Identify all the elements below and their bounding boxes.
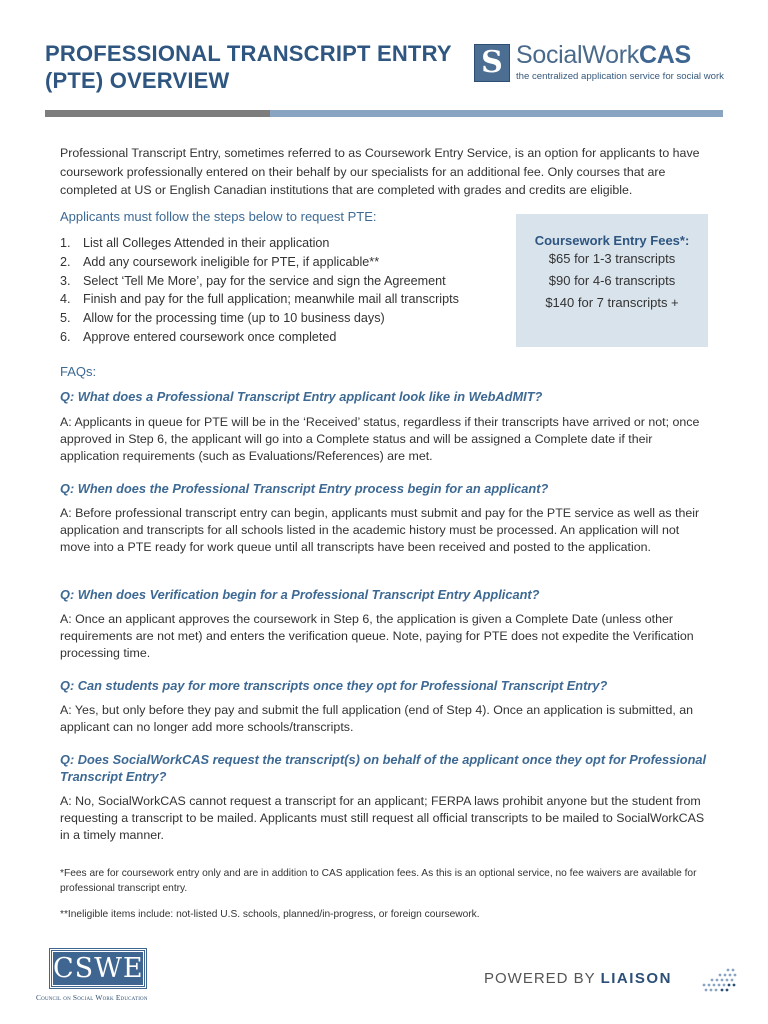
socialworkcas-logo-icon: S [474,44,510,82]
liaison-dots-icon [698,966,738,994]
step-item: 6. Approve entered coursework once completed [60,329,337,344]
logo-tagline: the centralized application service for social work [516,71,724,82]
fee-box [516,214,708,347]
faq-question: Q: Can students pay for more transcripts once they opt for Professional Transcript Entry? [60,678,608,693]
faq-answer: A: Once an applicant approves the coursework in Step 6, the application is given a Complete Date (unless other requirements are not met) and enters the verification queue. Note, paying for PTE does not expedite the Verification processing time. [60,612,694,660]
faq-answer: A: Applicants in queue for PTE will be in the ‘Received’ status, regardless if their transcripts have arrived or not; once approved in Step 6, the applicant will go into a Complete status and will be assigned a Complete date if their application requirements (such as Evaluations/References) are met. [60,415,700,463]
faq-question: Q: When does Verification begin for a Professional Transcript Entry Applicant? [60,587,540,602]
faq-answer: A: Before professional transcript entry can begin, applicants must submit and pay for the PTE service as well as their application and transcripts for all schools listed in the academic history must be processed. An application will not move into a PTE ready for work queue until all transcripts have been received and posted to the application. [60,506,700,554]
cswe-logo-text: Council on Social Work Education [36,993,148,1002]
step-item: 1. List all Colleges Attended in their application [60,236,330,250]
liaison-wordmark: LIAISON [600,970,672,987]
logo-wordmark: SocialWorkCAS [516,41,691,69]
intro-paragraph: Professional Transcript Entry, sometimes referred to as Coursework Entry Service, is an option for applicants to have coursework professionally entered on their behalf by our specialists for an additional fee. Only courses that are completed at US or English Canadian institutions that are completed with grades and credits are eligible. [60,146,700,197]
fee-box-title: Coursework Entry Fees*: [534,233,690,248]
ineligible-footnote: **Ineligible items include: not-listed U.S. schools, planned/in-progress, or foreign coursework. [60,909,480,920]
fee-line: $90 for 4-6 transcripts [548,273,676,288]
faqs-label: FAQs: [60,364,97,379]
header-rule-gray [45,110,270,117]
header-rule-blue [270,110,723,117]
step-item: 5. Allow for the processing time (up to 10 business days) [60,311,385,326]
page-title-line-1: PROFESSIONAL TRANSCRIPT ENTRY [45,41,452,66]
page-title-line-2: (PTE) OVERVIEW [45,68,230,93]
steps-list [60,234,459,347]
faq-answer: A: No, SocialWorkCAS cannot request a transcript for an applicant; FERPA laws prohibit anyone but the student from requesting a transcript to be mailed. Applicants must still request all official transcripts to be mailed to SocialWorkCAS in a timely manner. [60,794,705,842]
steps-heading: Applicants must follow the steps below to request PTE: [60,209,377,224]
faq-question: Q: What does a Professional Transcript Entry applicant look like in WebAdMIT? [60,389,543,404]
cswe-logo-mark: CSWE [50,949,146,988]
fee-line: $140 for 7 transcripts + [545,295,679,310]
step-item: 2. Add any coursework ineligible for PTE, if applicable** [60,254,380,269]
faq-question: Q: When does the Professional Transcript Entry process begin for an applicant? [60,481,549,496]
cswe-logo [36,946,164,1006]
fee-line: $65 for 1-3 transcripts [548,251,676,266]
fees-footnote: *Fees are for coursework entry only and are in addition to CAS application fees. As this is an optional service, no fee waivers are available for professional transcript entry. [60,868,697,894]
page-title [45,40,465,94]
faq-answer: A: Yes, but only before they pay and submit the full application (end of Step 4). Once an application is submitted, an applicant can no longer add more schools/transcripts. [60,703,694,734]
step-item: 3. Select ‘Tell Me More’, pay for the service and sign the Agreement [60,273,446,288]
faq-question: Q: Does SocialWorkCAS request the transcript(s) on behalf of the applicant once they opt for Professional Transcript Entry? [60,752,707,784]
powered-by-liaison: POWERED BY LIAISON [484,970,672,987]
socialworkcas-logo [474,41,724,84]
step-item: 4. Finish and pay for the full application; meanwhile mail all transcripts [60,292,459,307]
